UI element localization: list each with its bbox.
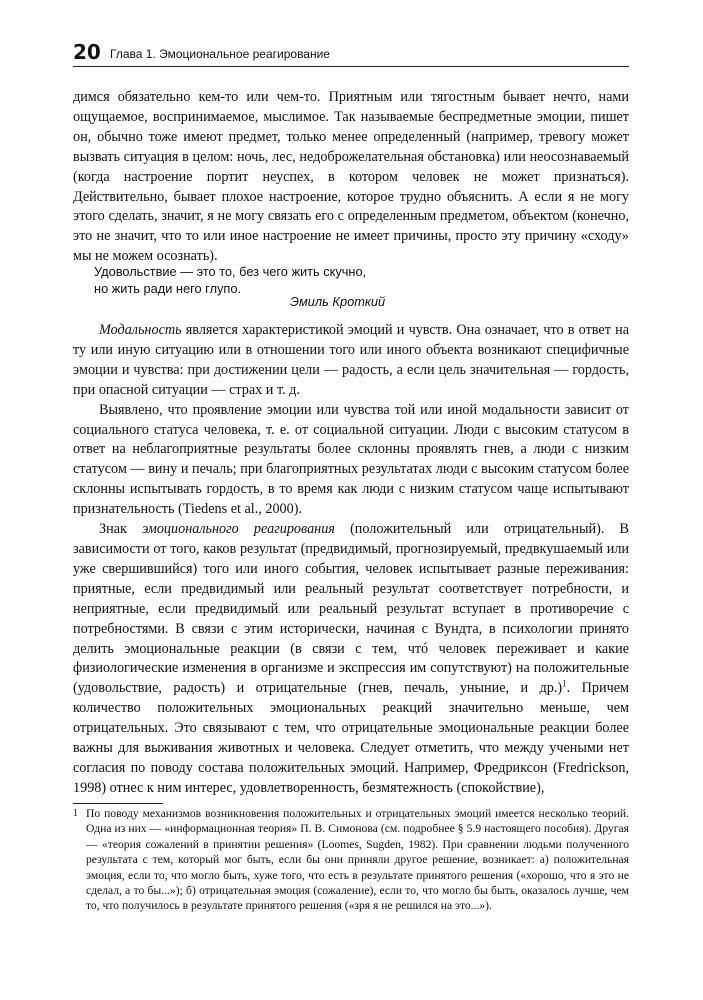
running-head: Глава 1. Эмоциональное реагирование (110, 47, 330, 61)
page-number: 20 (73, 40, 101, 64)
epigraph-line-2: но жить ради него глупо. (94, 280, 242, 296)
footnote-mark: 1 (73, 808, 78, 819)
epigraph-author: Эмиль Кроткий (290, 294, 386, 309)
footnote-rule (73, 803, 163, 804)
paragraph-sign (73, 520, 629, 799)
epigraph-line-1: Удовольствие — это то, без чего жить скучно, (94, 264, 367, 279)
footnote (73, 806, 629, 914)
page-header (73, 41, 629, 65)
paragraph-sign-end: . Причем количество положительных эмоциональных реакций значительно меньше, чем отрицательных. Это связывают с тем, что отрицательные эмоциональные реакции более важны для выживания животных и человека. Следует отметить, что между учеными нет согласия по поводу состава положительных эмоций. Например, Фредриксон (Fredrickson, 1998) отнес к ним интерес, удовлетворенность, безмятежность (спокойствие), (73, 680, 629, 796)
paragraph-modality (73, 321, 629, 401)
paragraph-sign-middle: (положительный или отрицательный). В зависимости от того, каков результат (предвидимый, прогнозируемый, предвкушаемый или уже свершившийся) того или иного события, человек испытывает разные переживания: приятные, если предвидимый или реальный результат соответствует потребности, и неприятные, если предвидимый или реальный результат вступает в противоречие с потребностями. В связи с этим исторически, начиная с Вундта, в психологии принято делить эмоциональные реакции (в связи с тем, чтó человек переживает и какие физиологические изменения в организме и экспрессия им сопутствуют) на положительные (удовольствие, радость) и отрицательные (гнев, печаль, уныние, и др.) (73, 521, 629, 697)
epigraph (94, 264, 394, 297)
paragraph-modality-text: является характеристикой эмоций и чувств. Она означает, что в ответ на ту или иную ситуацию или в отношении того или иного объекта возникают специфичные эмоции и чувства: при достижении цели — радость, а если цель значительная — гордость, при опасной ситуации — страх и т. д. (73, 322, 629, 398)
body-text-top (73, 88, 629, 267)
term-emotional-response: эмоционального реагирования (142, 521, 335, 538)
body-text-main (73, 321, 629, 799)
footnote-reference[interactable]: 1 (562, 678, 567, 689)
intro-paragraph: димся обязательно кем-то или чем-то. Приятным или тягостным бывает нечто, нами ощущаемое, воспринимаемое, мыслимое. Так называемые беспредметные эмоции, пишет он, обычно тоже имеют предмет, только менее определенный (например, тревогу может вызвать ситуация в целом: ночь, лес, недоброжелательная обстановка) или неосознаваемый (когда настроение портит неуспех, в котором человек не может признаться). Действительно, бывает плохое настроение, которое трудно объяснить. А если я не могу этого сделать, значит, я не могу связать его с определенным предметом, объектом (конечно, это не значит, что то или иное настроение не имеет причины, просто эту причину «сходу» мы не можем осознать). (73, 89, 629, 265)
header-rule (73, 66, 629, 67)
paragraph-status: Выявлено, что проявление эмоции или чувства той или иной модальности зависит от социального статуса человека, т. е. от социальной ситуации. Люди с высоким статусом в ответ на неблагоприятные результаты более склонны проявлять гнев, а люди с низким статусом — вину и печаль; при благоприятных результатах люди с высоким статусом более склонны испытывать гордость, в то время как люди с низким статусом чаще испытывают признательность (Tiedens et al., 2000). (73, 401, 629, 518)
footnote-text: По поводу механизмов возникновения положительных и отрицательных эмоций имеется несколько теорий. Одна из них — «информационная теория» П. В. Симонова (см. подробнее § 5.9 настоящего пособия). Другая — «теория сожалений в принятии решения» (Loomes, Sugden, 1982). При сравнении людьми полученного результата с тем, который мог быть, если бы они приняли другое решение, возникает: а) положительная эмоция, если то, что могло быть, хуже того, что есть в результате принятого решения («хорошо, что я это не сделал, а то бы...»); б) отрицательная эмоция (сожаление), если то, что могло бы быть, оказалось лучше, чем то, что получилось в результате принятого решения («зря я не решился на это...»). (86, 807, 629, 913)
term-modality: Модальность (99, 322, 182, 338)
paragraph-sign-prefix: Знак (99, 521, 143, 538)
